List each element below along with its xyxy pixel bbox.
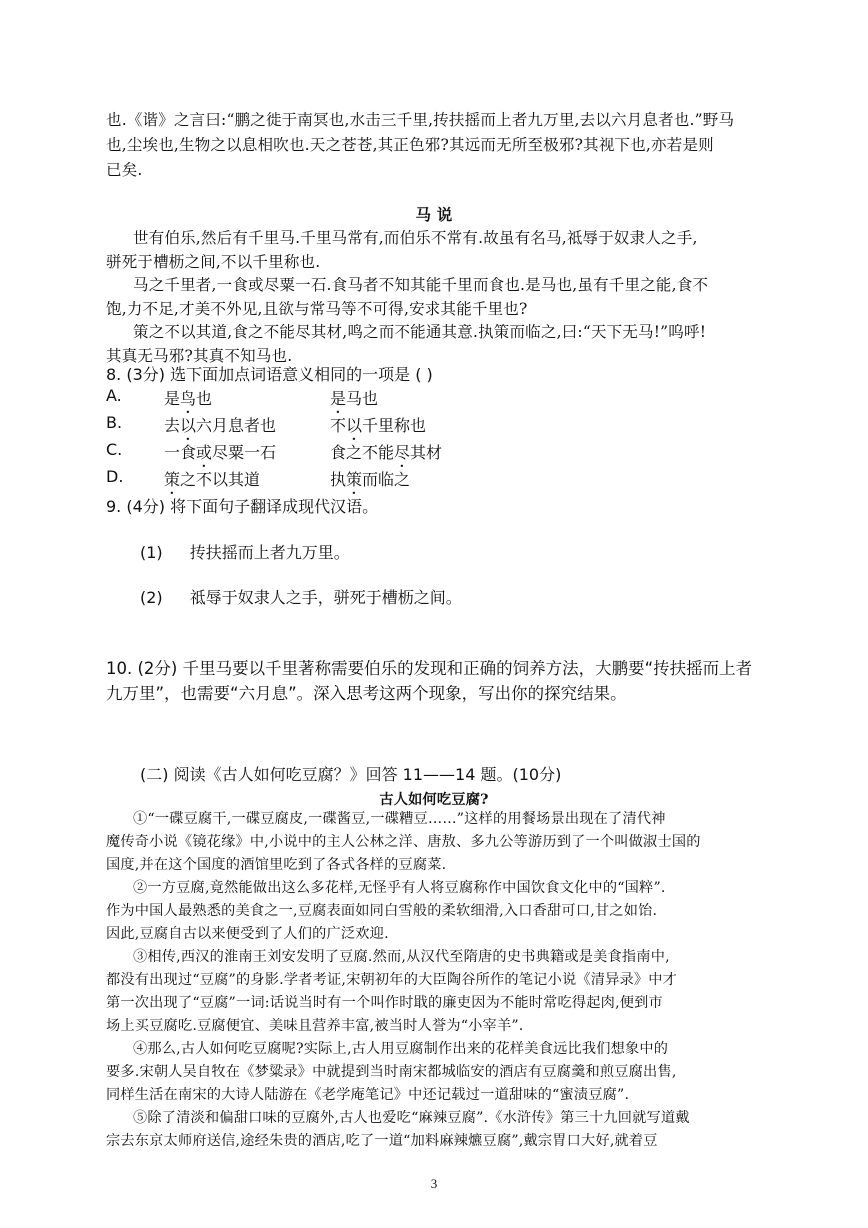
section2-line: 第一次出现了“豆腐”一词:话说当时有一个叫作时戢的廉吏因为不能时常吃得起肉,便到市 [106,995,663,1011]
q8-option-d [106,467,411,489]
section2-line: ④那么,古人如何吃豆腐呢?实际上,古人用豆腐制作出来的花样美食远比我们想象中的 [133,1041,669,1057]
page-number: 3 [430,1176,438,1191]
passage1-line1: 也.《谐》之言曰:“鹏之徙于南冥也,水击三千里,抟扶摇而上者九万里,去以六月息者也.”野马 [106,111,735,129]
option-right-dotted: 是 [330,389,347,408]
q9-item-text: 抟扶摇而上者九万里。 [189,543,350,562]
q9-item-2 [140,585,462,608]
option-right-pre: 食之不能 [330,443,395,462]
option-right-post: 而临之 [362,470,411,489]
option-right-dotted: 以 [346,416,363,435]
option-left-post: 六月息者也 [196,416,277,435]
option-letter: C. [106,440,123,459]
q10-line1: 10. (2分) 千里马要以千里著称需要伯乐的发现和正确的饲养方法，大鹏要“抟扶摇而上者 [106,659,753,678]
option-right-dotted: 尽 [394,443,411,462]
q8-option-c [106,440,443,462]
mashuo-p1a: 世有伯乐,然后有千里马.千里马常有,而伯乐不常有.故虽有名马,祗辱于奴隶人之手, [133,229,698,247]
q8-option-b [106,413,427,435]
section2-line: ⑤除了清淡和偏甜口味的豆腐外,古人也爱吃“麻辣豆腐”.《水浒传》第三十九回就写道戴 [133,1110,690,1126]
option-letter: D. [106,467,124,486]
mashuo-p2b: 饱,力不足,才美不外见,且欲与常马等不可得,安求其能千里也? [106,300,528,318]
section2-line: 场上买豆腐吃.豆腐便宜、美味且营养丰富,被当时人誉为“小宰羊”. [106,1018,524,1034]
q9-item-num: (2) [140,588,163,607]
option-left-pre: 是 [164,389,181,408]
mashuo-p2a: 马之千里者,一食或尽粟一石.食马者不知其能千里而食也.是马也,虽有千里之能,食不 [133,276,709,294]
option-left-dotted: 以 [180,416,197,435]
option-left-dotted: 策 [164,470,181,489]
option-left-post: 尽粟一石 [212,443,277,462]
passage1-line3: 已矣. [106,161,143,179]
section2-line: ③相传,西汉的淮南王刘安发明了豆腐.然而,从汉代至隋唐的史书典籍或是美食指南中, [133,949,670,965]
section2-title: 古人如何吃豆腐? [379,792,489,808]
section2-line: 宗去东京太师府送信,途经朱贵的酒店,吃了一道“加料麻辣爊豆腐”,戴宗胃口大好,就着豆 [106,1133,658,1149]
section2-line: 国度,并在这个国度的酒馆里吃到了各式各样的豆腐菜. [106,857,447,873]
passage1-line2: 也,尘埃也,生物之以息相吹也.天之苍苍,其正色邪?其远而无所至极邪?其视下也,亦若是则 [106,136,714,154]
option-left-dotted: 或 [196,443,213,462]
section2-line: 要多.宋朝人吴自牧在《梦粱录》中就提到当时南宋都城临安的酒店有豆腐羹和煎豆腐出售, [106,1064,677,1080]
q9-item-num: (1) [140,543,163,562]
mashuo-p3b: 其真无马邪?其真不知马也. [106,347,293,365]
section2-line: 魔传奇小说《镜花缘》中,小说中的主人公林之洋、唐敖、多九公等游历到了一个叫做淑士国的 [106,834,701,850]
section2-line: ①“一碟豆腐干,一碟豆腐皮,一碟酱豆,一碟糟豆……”这样的用餐场景出现在了清代神 [133,811,666,827]
section2-line: 都没有出现过“豆腐”的身影.学者考证,宋朝初年的大臣陶谷所作的笔记小说《清异录》中才 [106,972,678,988]
q8-option-a [106,386,379,408]
option-left-post: 之不以其道 [180,470,261,489]
section2-line: ②一方豆腐,竟然能做出这么多花样,无怪乎有人将豆腐称作中国饮食文化中的“国粹”. [133,880,666,896]
mashuo-p1b: 骈死于槽枥之间,不以千里称也. [106,253,321,271]
option-left-dotted: 鸟 [180,389,197,408]
option-right-post: 其材 [410,443,443,462]
q9-item-1 [140,540,350,563]
option-left-post: 也 [196,389,213,408]
q10-line2: 九万里”，也需要“六月息”。深入思考这两个现象，写出你的探究结果。 [106,684,627,703]
q9-stem: 9. (4分) 将下面句子翻译成现代汉语。 [106,497,379,516]
option-right-post: 千里称也 [362,416,427,435]
mashuo-p3a: 策之不以其道,食之不能尽其材,鸣之而不能通其意.执策而临之,曰:“天下无马!”呜呼! [133,323,707,341]
option-right-pre: 执 [330,470,347,489]
q9-item-text: 祗辱于奴隶人之手，骈死于槽枥之间。 [189,588,462,607]
option-left-pre: 一食 [164,443,197,462]
section2-heading: (二) 阅读《古人如何吃豆腐？》回答 11——14 题。(10分) [140,765,562,784]
option-letter: B. [106,413,123,432]
section2-line: 因此,豆腐自古以来便受到了人们的广泛欢迎. [106,926,389,942]
section2-line: 同样生活在南宋的大诗人陆游在《老学庵笔记》中还记载过一道甜味的“蜜渍豆腐”. [106,1087,630,1103]
option-left-pre: 去 [164,416,181,435]
section2-line: 作为中国人最熟悉的美食之一,豆腐表面如同白雪般的柔软细滑,入口香甜可口,甘之如饴. [106,903,658,919]
option-right-dotted: 策 [346,470,363,489]
option-right-post: 马也 [346,389,379,408]
q8-stem: 8. (3分) 选下面加点词语意义相同的一项是 ( ) [106,365,433,384]
mashuo-title: 马 说 [415,205,453,224]
option-letter: A. [106,386,122,405]
option-right-pre: 不 [330,416,347,435]
